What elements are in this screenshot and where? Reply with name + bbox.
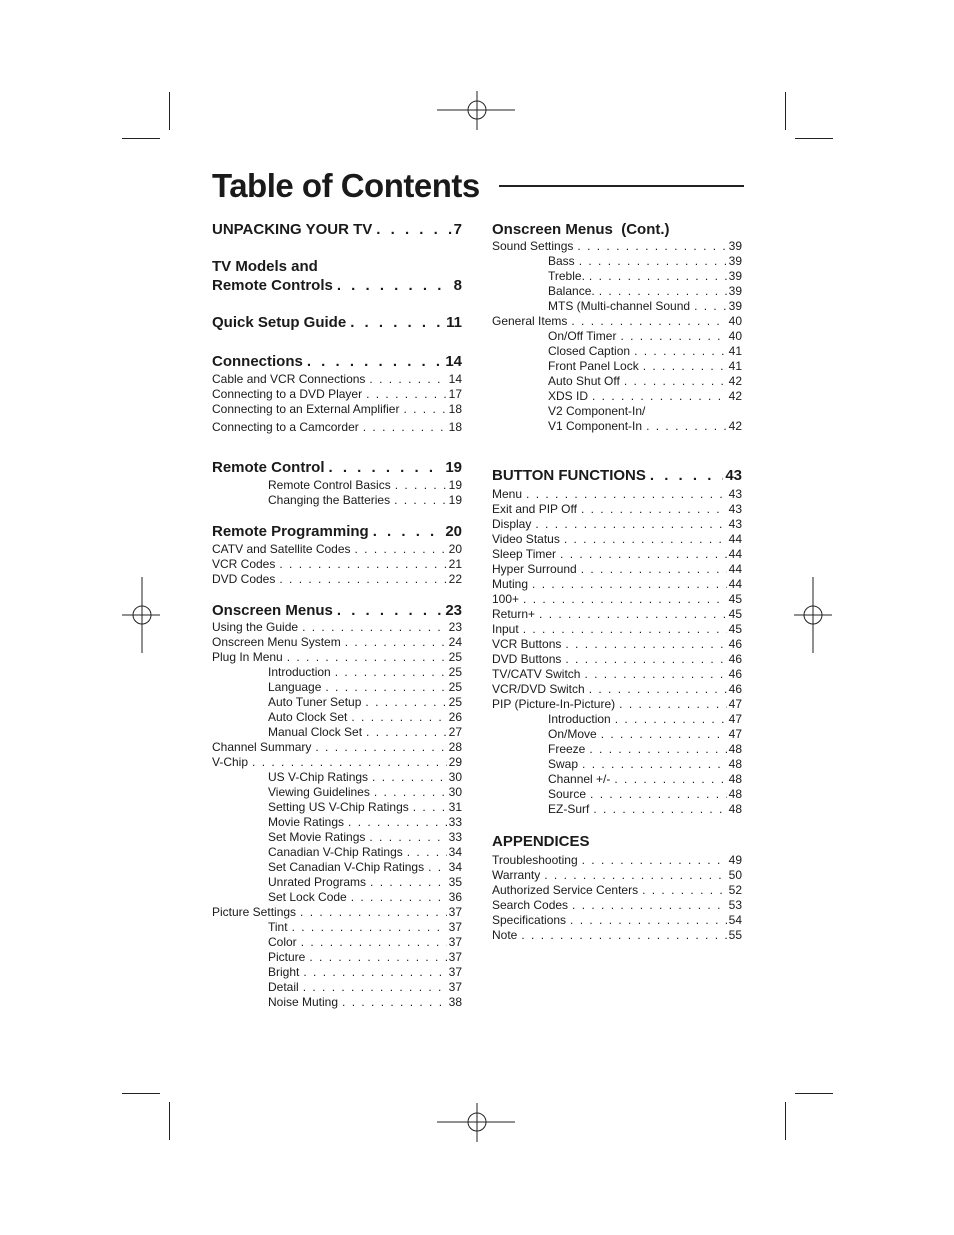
crop-mark bbox=[795, 138, 833, 139]
toc-heading-appendices[interactable]: APPENDICES bbox=[492, 833, 590, 850]
toc-entry[interactable]: DVD Buttons . . . 46 bbox=[492, 652, 742, 667]
toc-entry[interactable]: General Items . . . 40 bbox=[492, 314, 742, 329]
toc-entry[interactable]: Cable and VCR Connections . . . 14 bbox=[212, 372, 462, 387]
toc-heading-quick-setup[interactable]: Quick Setup Guide . . . 11 bbox=[212, 314, 462, 332]
toc-entry[interactable]: Muting . . . 44 bbox=[492, 577, 742, 592]
toc-entry[interactable]: Search Codes . . . 53 bbox=[492, 898, 742, 913]
toc-entry[interactable]: Connecting to a Camcorder . . . 18 bbox=[212, 420, 462, 435]
toc-entry[interactable]: Plug In Menu . . . 25 bbox=[212, 650, 462, 665]
page-title: Table of Contents bbox=[212, 167, 480, 204]
toc-entry[interactable]: Set Canadian V-Chip Ratings . . . 34 bbox=[268, 860, 462, 875]
toc-entry[interactable]: 100+ . . . 45 bbox=[492, 592, 742, 607]
toc-entry[interactable]: Troubleshooting . . . 49 bbox=[492, 853, 742, 868]
toc-entry[interactable]: Changing the Batteries . . . 19 bbox=[268, 493, 462, 508]
toc-entry[interactable]: Note . . . 55 bbox=[492, 928, 742, 943]
toc-entry[interactable]: VCR Buttons . . . 46 bbox=[492, 637, 742, 652]
toc-entry[interactable]: Connecting to an External Amplifier . . . 18 bbox=[212, 402, 462, 417]
toc-entry[interactable]: Viewing Guidelines . . . 30 bbox=[268, 785, 462, 800]
toc-entry[interactable]: Connecting to a DVD Player . . . 17 bbox=[212, 387, 462, 402]
toc-entry[interactable]: On/Move . . . 47 bbox=[548, 727, 742, 742]
toc-entry[interactable]: Channel +/- . . . 48 bbox=[548, 772, 742, 787]
toc-entry[interactable]: Front Panel Lock . . . 41 bbox=[548, 359, 742, 374]
crop-mark bbox=[122, 1093, 160, 1094]
toc-entry[interactable]: Auto Tuner Setup . . . 25 bbox=[268, 695, 462, 710]
crop-mark bbox=[785, 1102, 786, 1140]
toc-entry[interactable]: Color . . . 37 bbox=[268, 935, 462, 950]
toc-entry[interactable]: Closed Caption . . . 41 bbox=[548, 344, 742, 359]
toc-entry[interactable]: Return+ . . . 45 bbox=[492, 607, 742, 622]
toc-entry[interactable]: DVD Codes . . . 22 bbox=[212, 572, 462, 587]
toc-entry[interactable]: Language . . . 25 bbox=[268, 680, 462, 695]
toc-entry[interactable]: Menu . . . 43 bbox=[492, 487, 742, 502]
toc-heading-onscreen-cont[interactable]: Onscreen Menus (Cont.) bbox=[492, 221, 670, 238]
toc-entry[interactable]: Onscreen Menu System . . . 24 bbox=[212, 635, 462, 650]
toc-heading-tv-models-line1[interactable]: TV Models and bbox=[212, 258, 318, 275]
crop-mark bbox=[795, 1093, 833, 1094]
toc-entry[interactable]: EZ-Surf . . . 48 bbox=[548, 802, 742, 817]
toc-entry[interactable]: Video Status . . . 44 bbox=[492, 532, 742, 547]
toc-heading-tv-models[interactable]: Remote Controls . . . 8 bbox=[212, 277, 462, 295]
toc-entry-component[interactable]: V1 Component-In . . . 42 bbox=[548, 419, 742, 434]
registration-mark-icon bbox=[793, 577, 833, 655]
toc-entry[interactable]: US V-Chip Ratings . . . 30 bbox=[268, 770, 462, 785]
toc-entry[interactable]: Auto Clock Set . . . 26 bbox=[268, 710, 462, 725]
toc-entry[interactable]: Bass . . . 39 bbox=[548, 254, 742, 269]
toc-entry[interactable]: V-Chip . . . 29 bbox=[212, 755, 462, 770]
toc-heading-button-functions[interactable]: BUTTON FUNCTIONS . . . 43 bbox=[492, 467, 742, 485]
toc-entry[interactable]: Tint . . . 37 bbox=[268, 920, 462, 935]
registration-mark-icon bbox=[437, 1103, 517, 1143]
toc-entry[interactable]: Detail . . . 37 bbox=[268, 980, 462, 995]
toc-heading-unpacking[interactable]: UNPACKING YOUR TV . . . 7 bbox=[212, 221, 462, 239]
toc-entry[interactable]: Set Lock Code . . . 36 bbox=[268, 890, 462, 905]
toc-entry[interactable]: Set Movie Ratings . . . 33 bbox=[268, 830, 462, 845]
toc-entry[interactable]: Remote Control Basics . . . 19 bbox=[268, 478, 462, 493]
toc-entry[interactable]: Manual Clock Set . . . 27 bbox=[268, 725, 462, 740]
title-rule bbox=[499, 185, 744, 187]
toc-entry[interactable]: Treble. . . . 39 bbox=[548, 269, 742, 284]
toc-entry[interactable]: Using the Guide . . . 23 bbox=[212, 620, 462, 635]
toc-entry[interactable]: Sleep Timer . . . 44 bbox=[492, 547, 742, 562]
toc-entry[interactable]: MTS (Multi-channel Sound . . . 39 bbox=[548, 299, 742, 314]
toc-entry[interactable]: Display . . . 43 bbox=[492, 517, 742, 532]
crop-mark bbox=[785, 92, 786, 130]
toc-entry[interactable]: Source . . . 48 bbox=[548, 787, 742, 802]
crop-mark bbox=[122, 138, 160, 139]
toc-entry[interactable]: Hyper Surround . . . 44 bbox=[492, 562, 742, 577]
toc-heading-onscreen-menus[interactable]: Onscreen Menus . . . 23 bbox=[212, 602, 462, 620]
toc-entry[interactable]: Introduction . . . 25 bbox=[268, 665, 462, 680]
toc-entry[interactable]: Canadian V-Chip Ratings . . . 34 bbox=[268, 845, 462, 860]
toc-entry[interactable]: Setting US V-Chip Ratings . . . 31 bbox=[268, 800, 462, 815]
toc-entry[interactable]: Movie Ratings . . . 33 bbox=[268, 815, 462, 830]
toc-entry[interactable]: Picture . . . 37 bbox=[268, 950, 462, 965]
crop-mark bbox=[169, 1102, 170, 1140]
toc-entry[interactable]: Auto Shut Off . . . 42 bbox=[548, 374, 742, 389]
toc-entry[interactable]: Exit and PIP Off . . . 43 bbox=[492, 502, 742, 517]
toc-entry[interactable]: Swap . . . 48 bbox=[548, 757, 742, 772]
toc-entry[interactable]: VCR Codes . . . 21 bbox=[212, 557, 462, 572]
toc-entry[interactable]: Picture Settings . . . 37 bbox=[212, 905, 462, 920]
toc-entry[interactable]: Freeze . . . 48 bbox=[548, 742, 742, 757]
crop-mark bbox=[169, 92, 170, 130]
toc-entry[interactable]: VCR/DVD Switch . . . 46 bbox=[492, 682, 742, 697]
toc-entry[interactable]: Bright . . . 37 bbox=[268, 965, 462, 980]
toc-entry[interactable]: Warranty . . . 50 bbox=[492, 868, 742, 883]
toc-heading-remote-programming[interactable]: Remote Programming . . . 20 bbox=[212, 523, 462, 541]
toc-entry[interactable]: On/Off Timer . . . 40 bbox=[548, 329, 742, 344]
toc-entry[interactable]: Sound Settings . . . 39 bbox=[492, 239, 742, 254]
toc-entry[interactable]: TV/CATV Switch . . . 46 bbox=[492, 667, 742, 682]
toc-heading-remote-control[interactable]: Remote Control . . . 19 bbox=[212, 459, 462, 477]
toc-entry-component-line1[interactable]: V2 Component-In/ bbox=[548, 404, 646, 418]
registration-mark-icon bbox=[122, 577, 162, 655]
toc-entry[interactable]: Balance. . . . 39 bbox=[548, 284, 742, 299]
toc-entry[interactable]: Introduction . . . 47 bbox=[548, 712, 742, 727]
registration-mark-icon bbox=[437, 91, 517, 131]
toc-entry[interactable]: XDS ID . . . 42 bbox=[548, 389, 742, 404]
toc-entry[interactable]: Input . . . 45 bbox=[492, 622, 742, 637]
toc-entry[interactable]: PIP (Picture-In-Picture) . . . 47 bbox=[492, 697, 742, 712]
toc-entry[interactable]: Channel Summary . . . 28 bbox=[212, 740, 462, 755]
toc-entry[interactable]: Specifications . . . 54 bbox=[492, 913, 742, 928]
toc-entry[interactable]: Authorized Service Centers . . . 52 bbox=[492, 883, 742, 898]
toc-entry[interactable]: Unrated Programs . . . 35 bbox=[268, 875, 462, 890]
toc-entry[interactable]: Noise Muting . . . 38 bbox=[268, 995, 462, 1010]
toc-entry[interactable]: CATV and Satellite Codes . . . 20 bbox=[212, 542, 462, 557]
toc-heading-connections[interactable]: Connections . . . 14 bbox=[212, 353, 462, 371]
